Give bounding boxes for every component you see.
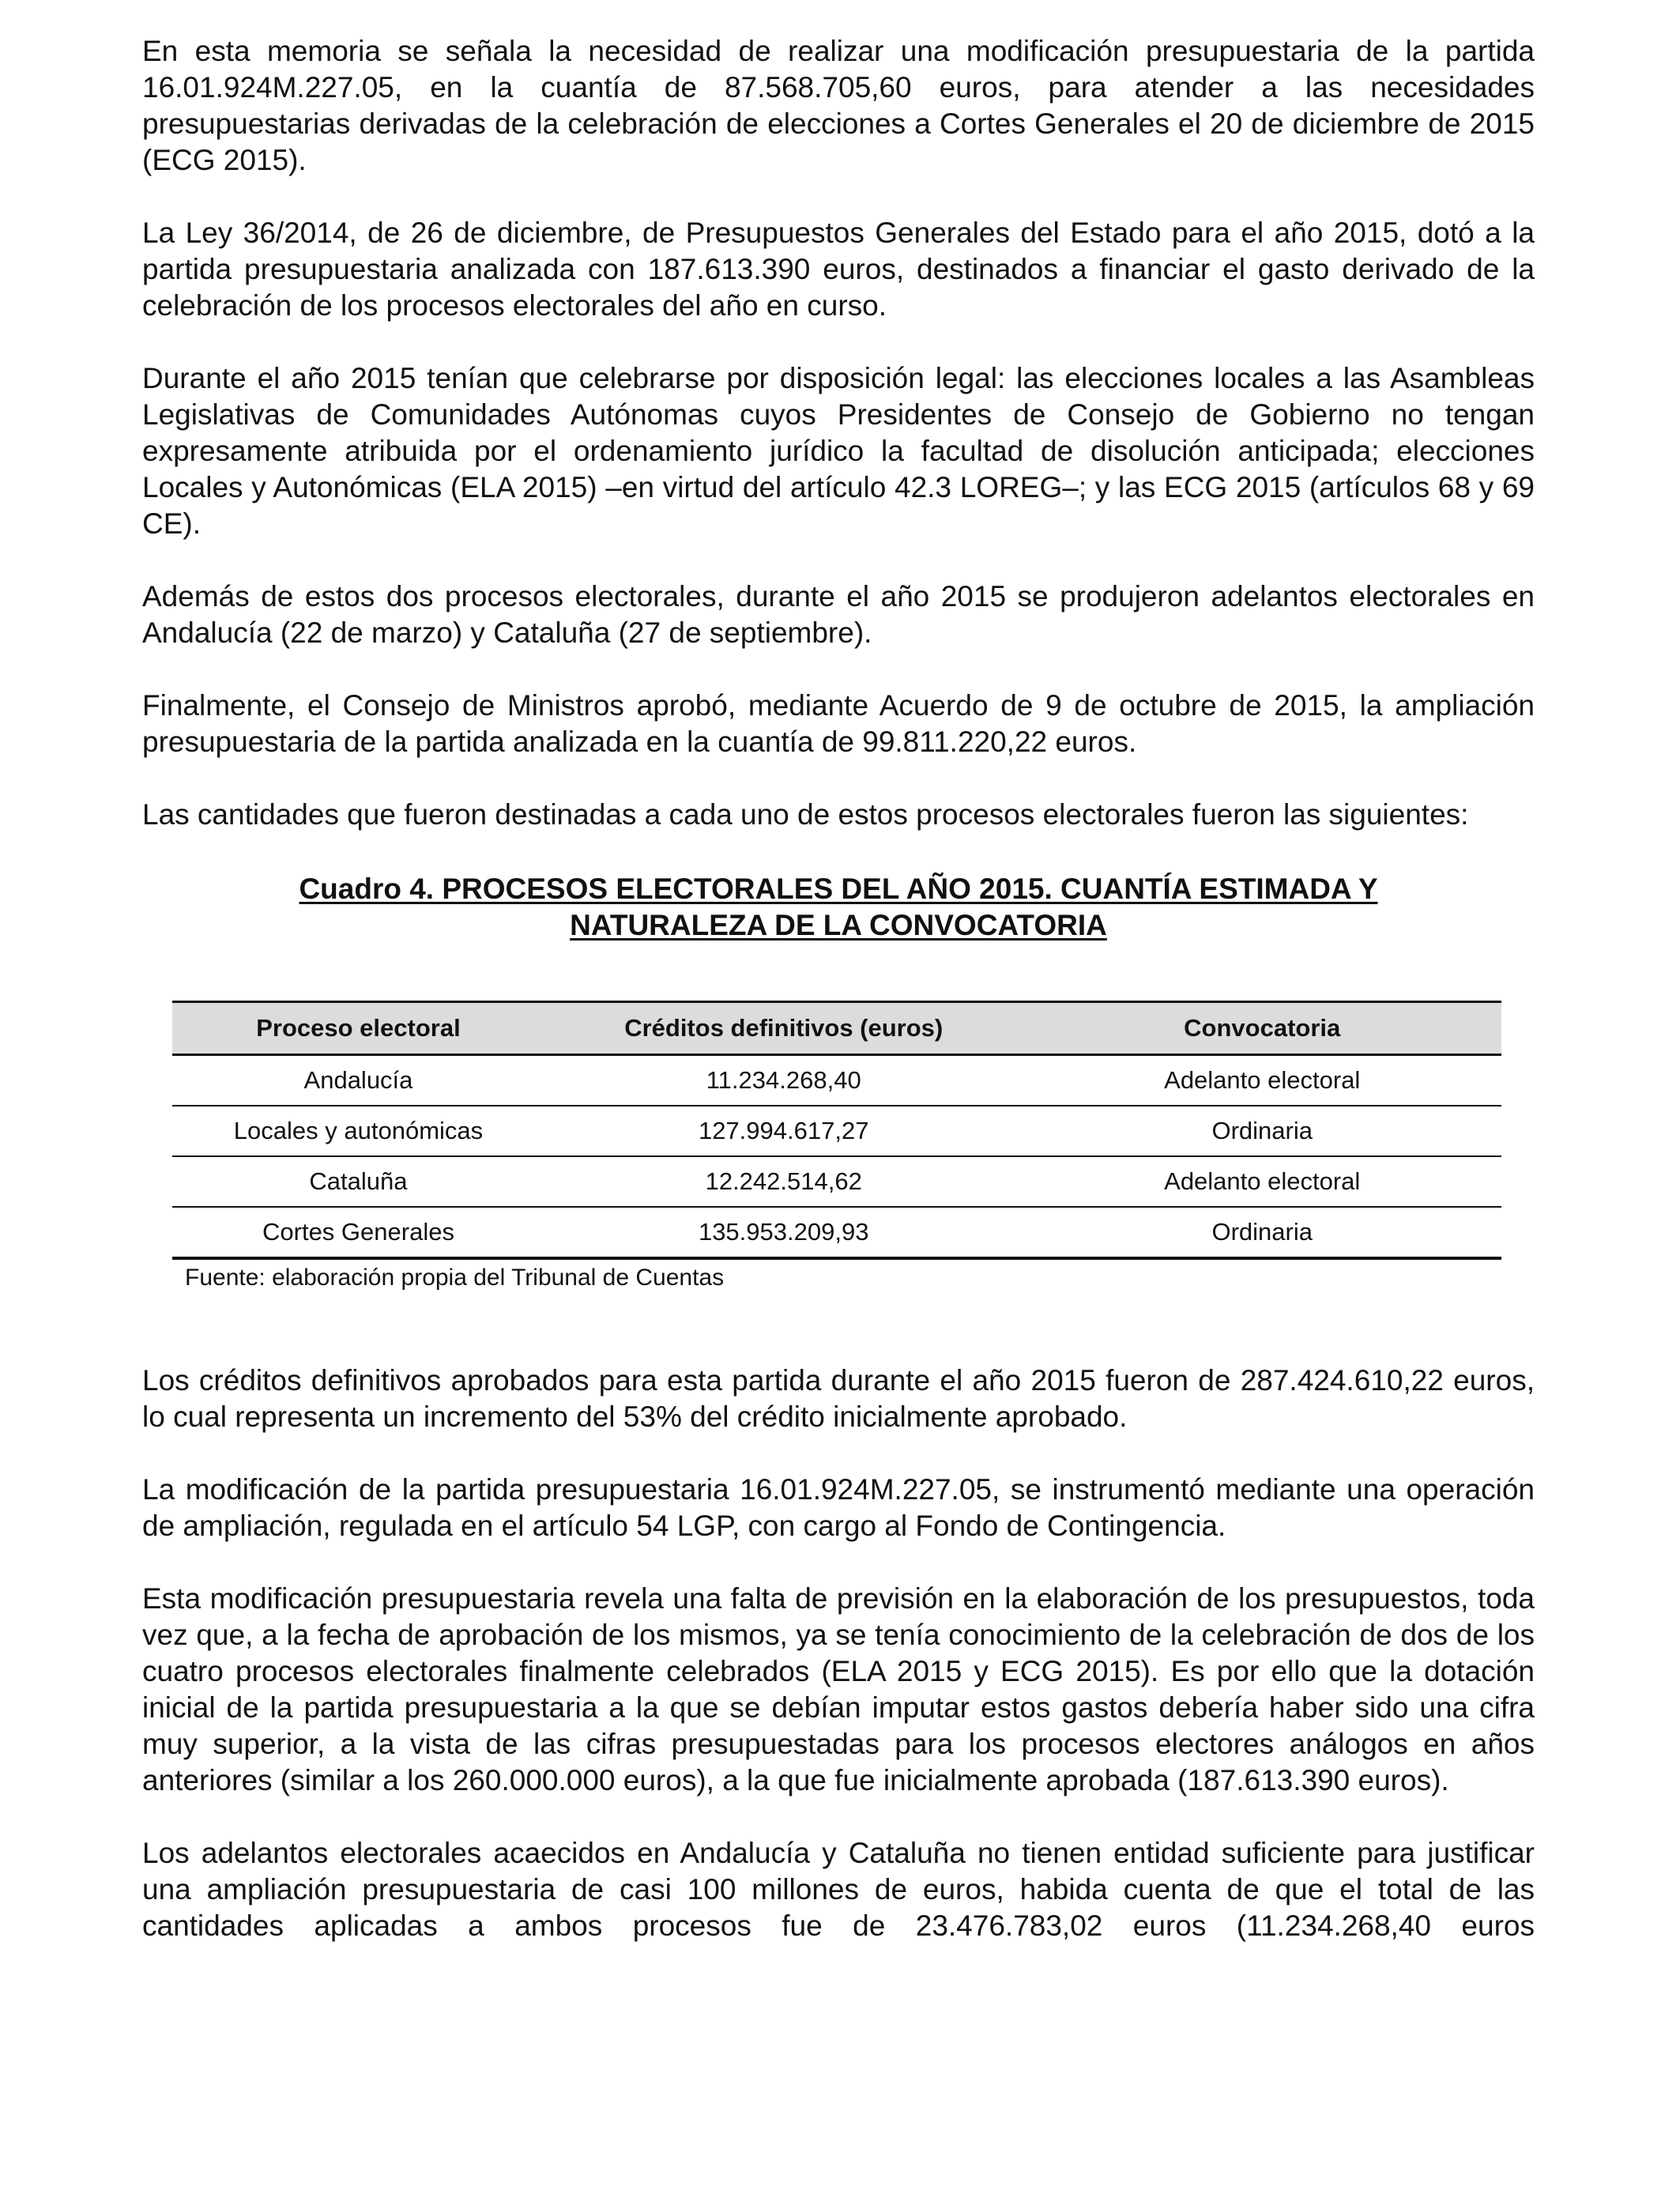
bottom-section	[142, 1363, 1535, 1944]
table-row	[172, 1156, 1501, 1207]
cell-convocatoria: Adelanto electoral	[1023, 1156, 1501, 1207]
table-caption-line-1: Cuadro 4. PROCESOS ELECTORALES DEL AÑO 2015. CUANTÍA ESTIMADA Y	[299, 873, 1378, 905]
cell-creditos: 12.242.514,62	[544, 1156, 1023, 1207]
paragraph-falta-prevision: Esta modificación presupuestaria revela una falta de previsión en la elaboración de los presupuestos, toda vez que, a la fecha de aprobación de los mismos, ya se tenía conocimiento de la celebración de dos de los cuatro procesos electorales finalmente celebrados (ELA 2015 y ECG 2015). Es por ello que la dotación inicial de la partida presupuestaria a la que se debían imputar estos gastos debería haber sido una cifra muy superior, a la vista de las cifras presupuestadas para los procesos electores análogos en años anteriores (similar a los 260.000.000 euros), a la que fue inicialmente aprobada (187.613.390 euros).	[142, 1582, 1535, 1796]
table-row	[172, 1055, 1501, 1106]
table-container	[172, 1001, 1501, 1293]
paragraph-adelantos-entidad: Los adelantos electorales acaecidos en Andalucía y Cataluña no tienen entidad suficiente para justificar una ampliación presupuestaria de casi 100 millones de euros, habida cuenta de que el total de las cantidades aplicadas a ambos procesos fue de 23.476.783,02 euros (11.234.268,40 euros	[142, 1837, 1535, 1942]
cell-proceso: Andalucía	[172, 1055, 544, 1106]
paragraph-ampliacion: Finalmente, el Consejo de Ministros aprobó, mediante Acuerdo de 9 de octubre de 2015, la ampliación presupuestaria de la partida analizada en la cuantía de 99.811.220,22 euros.	[142, 689, 1535, 758]
cell-creditos: 127.994.617,27	[544, 1106, 1023, 1156]
paragraph-procesos-legales: Durante el año 2015 tenían que celebrarse por disposición legal: las elecciones locales a las Asambleas Legislativas de Comunidades Autónomas cuyos Presidentes de Consejo de Gobierno no tengan expresamente atribuida por el ordenamiento jurídico la facultad de disolución anticipada; elecciones Locales y Autonómicas (ELA 2015) –en virtud del artículo 42.3 LOREG–; y las ECG 2015 (artículos 68 y 69 CE).	[142, 362, 1535, 540]
paragraph-cantidades-intro: Las cantidades que fueron destinadas a cada uno de estos procesos electorales fueron las siguientes:	[142, 798, 1469, 831]
cell-convocatoria: Adelanto electoral	[1023, 1055, 1501, 1106]
cell-creditos: 11.234.268,40	[544, 1055, 1023, 1106]
cell-proceso: Cataluña	[172, 1156, 544, 1207]
table-row	[172, 1106, 1501, 1156]
paragraph-ley-presupuestos: La Ley 36/2014, de 26 de diciembre, de Presupuestos Generales del Estado para el año 2015, dotó a la partida presupuestaria analizada con 187.613.390 euros, destinados a financiar el gasto derivado de la celebración de los procesos electorales del año en curso.	[142, 217, 1535, 322]
cell-proceso: Locales y autonómicas	[172, 1106, 544, 1156]
cell-proceso: Cortes Generales	[172, 1207, 544, 1258]
table-caption-line-2: NATURALEZA DE LA CONVOCATORIA	[570, 909, 1107, 941]
table-source: Fuente: elaboración propia del Tribunal de Cuentas	[185, 1265, 725, 1291]
header-proceso: Proceso electoral	[172, 1002, 544, 1055]
table-header-row	[172, 1002, 1501, 1055]
table-caption	[142, 871, 1535, 944]
paragraph-memoria: En esta memoria se señala la necesidad de realizar una modificación presupuestaria de la partida 16.01.924M.227.05, en la cuantía de 87.568.705,60 euros, para atender a las necesidades presupuestarias derivadas de la celebración de elecciones a Cortes Generales el 20 de diciembre de 2015 (ECG 2015).	[142, 35, 1535, 176]
header-convocatoria: Convocatoria	[1023, 1002, 1501, 1055]
paragraph-adelantos: Además de estos dos procesos electorales, durante el año 2015 se produjeron adelantos electorales en Andalucía (22 de marzo) y Cataluña (27 de septiembre).	[142, 580, 1535, 649]
cell-convocatoria: Ordinaria	[1023, 1106, 1501, 1156]
table-row	[172, 1207, 1501, 1258]
cell-creditos: 135.953.209,93	[544, 1207, 1023, 1258]
header-creditos: Créditos definitivos (euros)	[544, 1002, 1023, 1055]
procesos-table	[172, 1001, 1501, 1260]
paragraph-modificacion: La modificación de la partida presupuestaria 16.01.924M.227.05, se instrumentó mediante una operación de ampliación, regulada en el artículo 54 LGP, con cargo al Fondo de Contingencia.	[142, 1473, 1535, 1542]
document-page	[142, 33, 1535, 1981]
cell-convocatoria: Ordinaria	[1023, 1207, 1501, 1258]
paragraph-creditos-definitivos: Los créditos definitivos aprobados para esta partida durante el año 2015 fueron de 287.424.610,22 euros, lo cual representa un incremento del 53% del crédito inicialmente aprobado.	[142, 1364, 1535, 1433]
